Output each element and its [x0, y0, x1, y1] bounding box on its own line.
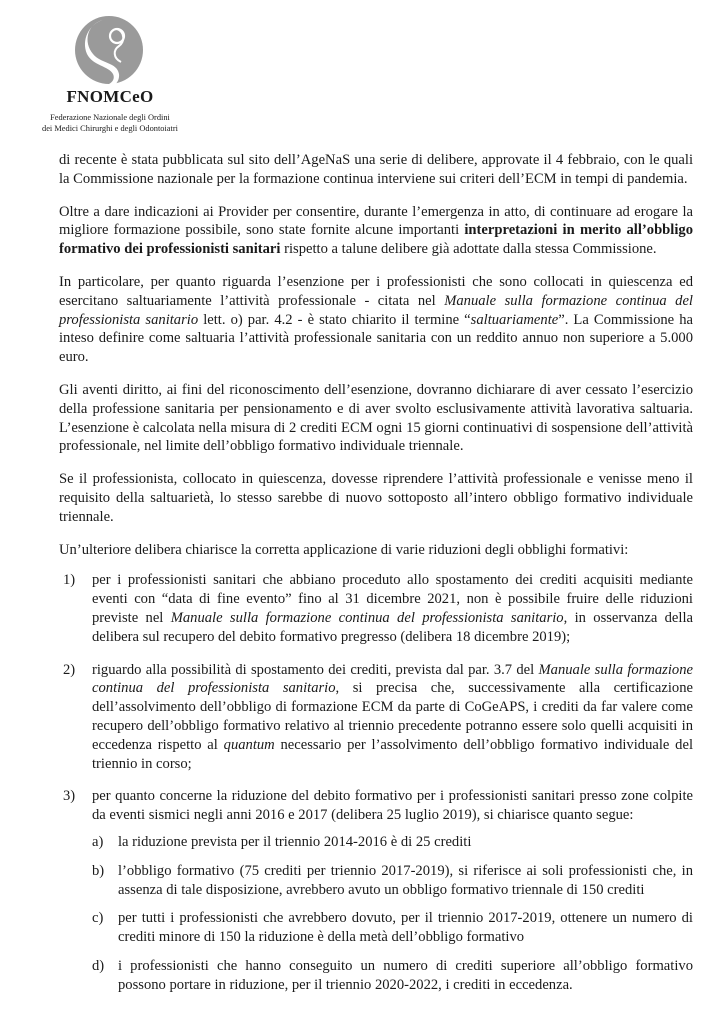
sub-list-item: [92, 862, 693, 900]
sub-list-text: i professionisti che hanno conseguito un numero di crediti superiore all’obbligo formativo possono portare in riduzione, per il triennio 2020-2022, i crediti in eccedenza.: [118, 957, 693, 993]
list-item-2-italic: Manuale sulla formazione continua del professionista sanitario: [92, 661, 693, 697]
list-item: [59, 787, 693, 1004]
list-item-3-text-a: per quanto concerne la riduzione del debito formativo per i professionisti sanitari presso zone colpite da eventi sismici negli anni 2016 e 2017 (delibera 25 luglio 2019), si chiarisce quanto segue:: [92, 788, 693, 824]
list-marker: 3): [63, 788, 76, 805]
sub-list: [92, 833, 693, 995]
paragraph-2-bold: interpretazioni in merito all’obbligo formativo dei professionisti sanitari: [59, 222, 694, 258]
paragraph-2: [59, 203, 693, 259]
paragraph-6: Un’ulteriore delibera chiarisce la corretta applicazione di varie riduzioni degli obblighi formativi:: [59, 541, 629, 558]
sub-list-item: [92, 909, 693, 947]
list-item-2-text-c: necessario per l’assolvimento dell’obbligo formativo individuale del triennio in corso;: [92, 736, 693, 772]
sub-list-text: per tutti i professionisti che avrebbero dovuto, per il triennio 2017-2019, ottenere un numero di crediti minore di 150 la riduzione è della metà dell’obbligo formativo: [118, 910, 693, 946]
list-item-1-text-a: per i professionisti sanitari che abbiano proceduto allo spostamento dei crediti acquisiti mediante eventi con “data di fine evento” fino al 31 dicembre 2021, non è possibile fruire delle riduzioni previste nel: [92, 572, 693, 626]
letter-body: [59, 151, 693, 1018]
list-item-text: [92, 661, 693, 774]
sub-list-marker: c): [92, 910, 104, 927]
list-item: [59, 661, 693, 774]
paragraph-5: Se il professionista, collocato in quiescenza, dovesse riprendere l’attività professionale e venisse meno il requisito della saltuarietà, lo stesso sarebbe di nuovo sottoposto all’intero obbligo formativo individuale triennale.: [59, 471, 693, 525]
list-item-2-text-a: riguardo alla possibilità di spostamento dei crediti, prevista dal par. 3.7 del: [92, 661, 539, 678]
paragraph-2-text-a: Oltre a dare indicazioni ai Provider per consentire, durante l’emergenza in atto, di continuare ad erogare la migliore formazione possibile, sono state fornite alcune importanti: [59, 203, 693, 239]
sub-list-text: l’obbligo formativo (75 crediti per triennio 2017-2019), si riferisce ai soli professionisti che, in assenza di tale disposizione, avrebbero avuto un obbligo formativo triennale di 150 crediti: [118, 862, 693, 898]
paragraph-3: [59, 273, 693, 367]
fnomceo-logo-icon: [73, 12, 145, 94]
sub-list-marker: b): [92, 862, 105, 879]
org-name-line-1: Federazione Nazionale degli Ordini: [50, 113, 170, 122]
list-item: [59, 571, 693, 646]
list-item-1-italic: Manuale sulla formazione continua del professionista sanitario: [170, 609, 564, 626]
paragraph-4: Gli aventi diritto, ai fini del riconoscimento dell’esenzione, dovranno dichiarare di aver cessato l’esercizio della professione sanitaria per pensionamento e di aver svolto esclusivamente attività lavorativa saltuaria. L’esenzione è calcolata nella misura di 2 crediti ECM ogni 15 giorni continuativi di sospensione dell’attività professionale, nel limite dell’obbligo formativo individuale triennale.: [59, 381, 693, 455]
paragraph-3-text-c: ”. La Commissione ha inteso definire come saltuaria l’attività professionale sanitaria con un reddito annuo non superiore a 5.000 euro.: [59, 311, 693, 366]
sub-list-marker: d): [92, 957, 105, 974]
sub-list-item: [92, 957, 693, 995]
org-name-line-2: dei Medici Chirurghi e degli Odontoiatri: [42, 124, 178, 133]
sub-list-text: la riduzione prevista per il triennio 2014-2016 è di 25 crediti: [118, 833, 472, 850]
list-marker: 2): [63, 661, 76, 678]
paragraph-2-text-b: rispetto a talune delibere già adottate dalla stessa Commissione.: [280, 241, 657, 258]
paragraph-3-text-b: lett. o) par. 4.2 - è stato chiarito il termine “: [198, 311, 471, 328]
numbered-list: [59, 571, 693, 1004]
letterhead: [0, 0, 727, 150]
sub-list-marker: a): [92, 833, 104, 850]
list-item-text: [92, 571, 693, 646]
org-full-name: [28, 112, 192, 134]
list-item-text: [92, 787, 693, 1004]
paragraph-1: di recente è stata pubblicata sul sito dell’AgeNaS una serie di delibere, approvate il 4 febbraio, con le quali la Commissione nazionale per la formazione continua interviene sui criteri dell’ECM in tempi di pandemia.: [59, 152, 693, 187]
list-marker: 1): [63, 572, 76, 589]
list-item-1-text-b: , in osservanza della delibera sul recupero del debito formativo pregresso (delibera 18 dicembre 2019);: [92, 609, 693, 645]
list-item-2-text-b: , si precisa che, successivamente alla certificazione dell’assolvimento dell’obbligo di formazione ECM da parte di CoGeAPS, i crediti da far valere come recupero dell’obbligo formativo relativo al triennio precedente potranno essere solo quelli acquisiti in eccedenza rispetto al: [92, 680, 693, 753]
paragraph-3-text-a: In particolare, per quanto riguarda l’esenzione per i professionisti che sono collocati in quiescenza ed esercitano saltuariamente l’attività professionale - citata nel: [59, 273, 693, 309]
org-acronym: FNOMCeO: [66, 87, 154, 106]
list-item-2-italic-2: quantum: [223, 736, 275, 753]
paragraph-3-italic-1: Manuale sulla formazione continua del professionista sanitario: [59, 292, 693, 328]
sub-list-item: [92, 833, 693, 852]
paragraph-3-italic-2: saltuariamente: [470, 311, 559, 328]
